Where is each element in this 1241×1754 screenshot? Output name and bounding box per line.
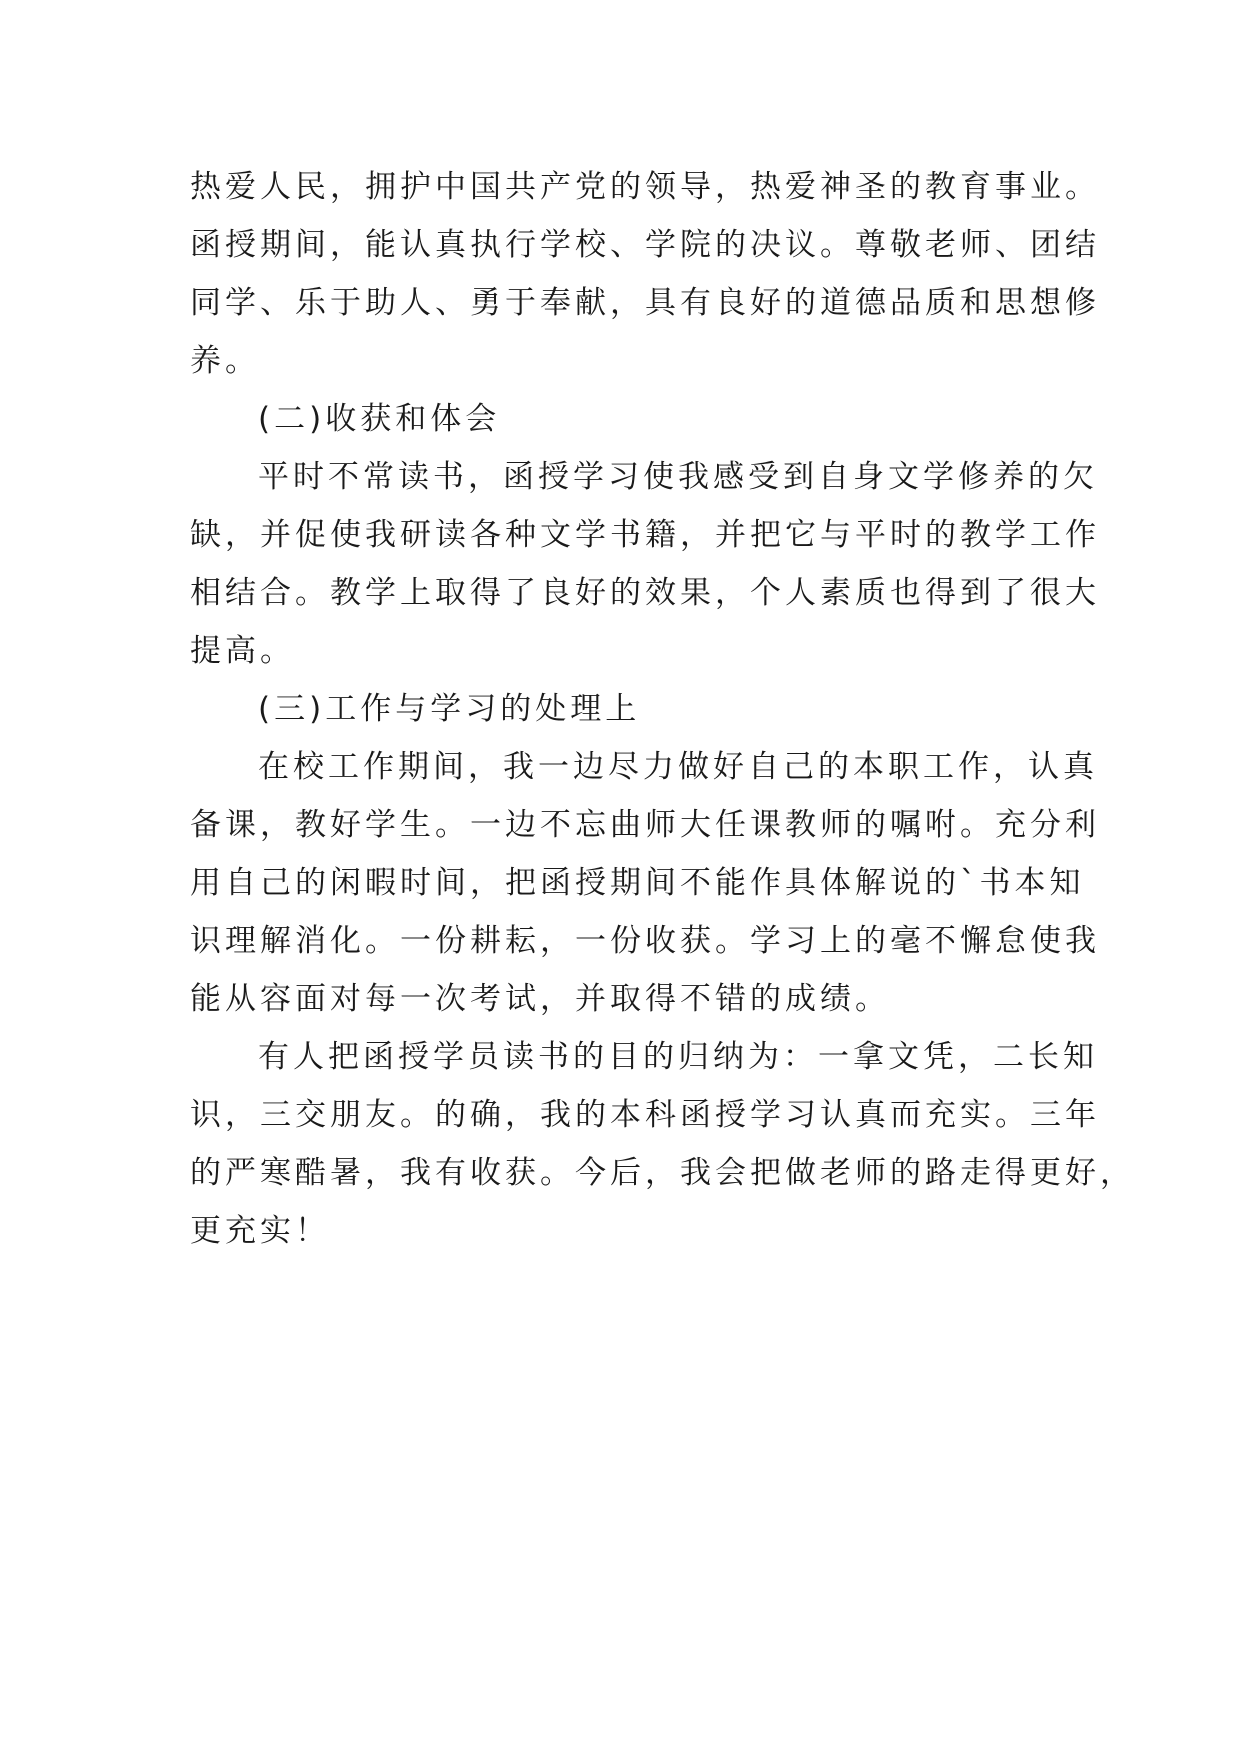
text-line: 缺，并促使我研读各种文学书籍，并把它与平时的教学工作 — [190, 517, 1100, 553]
text-line: (二)收获和体会 — [258, 401, 501, 437]
text-line: (三)工作与学习的处理上 — [258, 691, 641, 727]
text-line: 识，三交朋友。的确，我的本科函授学习认真而充实。三年 — [190, 1097, 1100, 1133]
text-line: 养。 — [190, 343, 260, 379]
text-line: 有人把函授学员读书的目的归纳为：一拿文凭，二长知 — [258, 1039, 1098, 1075]
text-line: 的严寒酷暑，我有收获。今后，我会把做老师的路走得更好， — [190, 1155, 1135, 1191]
text-line: 用自己的闲暇时间，把函授期间不能作具体解说的`书本知 — [190, 865, 1085, 901]
text-line: 相结合。教学上取得了良好的效果，个人素质也得到了很大 — [190, 575, 1100, 611]
text-line: 识理解消化。一份耕耘，一份收获。学习上的毫不懈怠使我 — [190, 923, 1100, 959]
text-line: 在校工作期间，我一边尽力做好自己的本职工作，认真 — [258, 749, 1098, 785]
text-line: 能从容面对每一次考试，并取得不错的成绩。 — [190, 981, 890, 1017]
text-line: 热爱人民，拥护中国共产党的领导，热爱神圣的教育事业。 — [190, 169, 1100, 205]
text-line: 更充实！ — [190, 1213, 330, 1249]
text-line: 平时不常读书，函授学习使我感受到自身文学修养的欠 — [258, 459, 1098, 495]
text-line: 备课，教好学生。一边不忘曲师大任课教师的嘱咐。充分利 — [190, 807, 1100, 843]
text-line: 函授期间，能认真执行学校、学院的决议。尊敬老师、团结 — [190, 227, 1100, 263]
document-body — [190, 158, 1135, 1260]
text-line: 同学、乐于助人、勇于奉献，具有良好的道德品质和思想修 — [190, 285, 1100, 321]
text-line: 提高。 — [190, 633, 295, 669]
